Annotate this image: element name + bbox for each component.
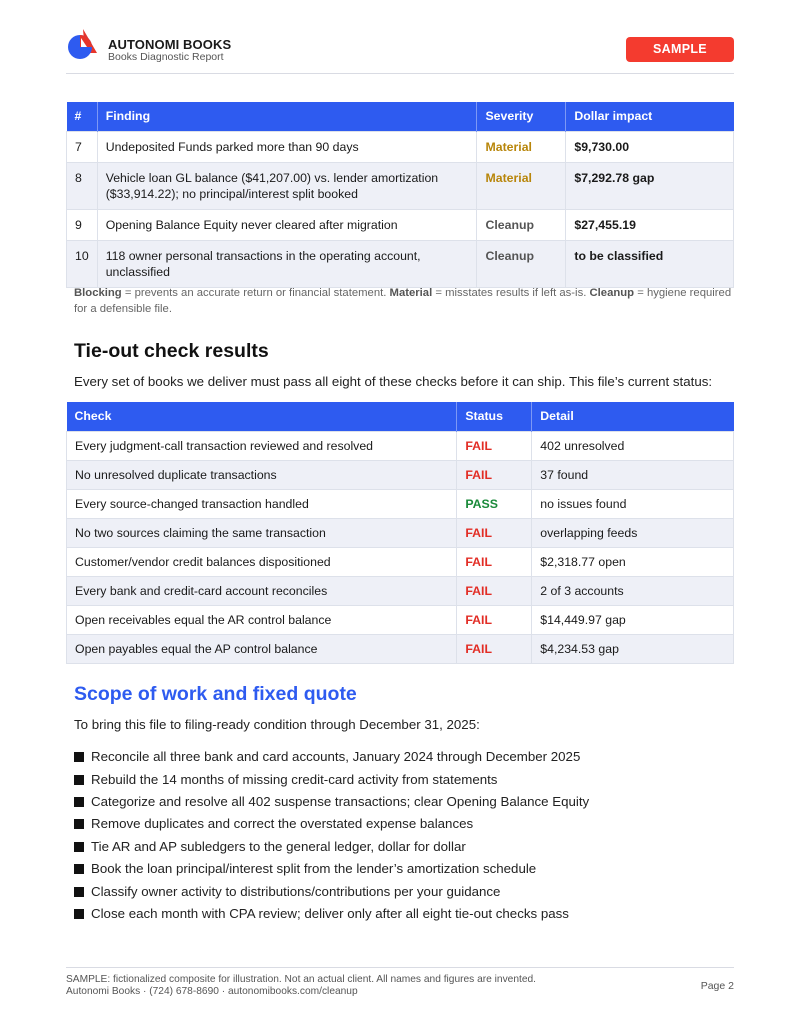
- check-status: FAIL: [457, 547, 532, 576]
- scope-item-text: Tie AR and AP subledgers to the general ledger, dollar for dollar: [91, 838, 466, 854]
- check-detail: 402 unresolved: [532, 431, 734, 460]
- list-item: [74, 903, 589, 925]
- table-row: [67, 431, 734, 460]
- severity-legend: [74, 285, 734, 317]
- list-item: [74, 858, 589, 880]
- finding-num: 7: [67, 131, 98, 162]
- legend-cleanup-term: Cleanup: [589, 287, 635, 299]
- square-bullet-icon: [74, 864, 84, 874]
- table-row: [67, 162, 734, 209]
- list-item: [74, 836, 589, 858]
- check-detail: 37 found: [532, 460, 734, 489]
- finding-num: 10: [67, 240, 98, 287]
- check-detail: $2,318.77 open: [532, 547, 734, 576]
- table-row: [67, 576, 734, 605]
- check-name: Open payables equal the AP control balance: [67, 634, 457, 663]
- findings-header-row: [67, 102, 734, 131]
- findings-table: [66, 102, 734, 288]
- check-status: FAIL: [457, 634, 532, 663]
- list-item: [74, 813, 589, 835]
- check-name: Open receivables equal the AR control balance: [67, 605, 457, 634]
- check-status: FAIL: [457, 576, 532, 605]
- finding-severity: Material: [477, 162, 566, 209]
- table-row: [67, 634, 734, 663]
- check-name: Every bank and credit-card account reconciles: [67, 576, 457, 605]
- check-name: Customer/vendor credit balances dispositioned: [67, 547, 457, 576]
- scope-item-text: Categorize and resolve all 402 suspense transactions; clear Opening Balance Equity: [91, 793, 590, 809]
- brand-name: AUTONOMI BOOKS: [108, 37, 232, 52]
- finding-severity: Material: [477, 131, 566, 162]
- findings-col-num: #: [67, 102, 98, 131]
- table-row: [67, 605, 734, 634]
- square-bullet-icon: [74, 752, 84, 762]
- scope-item-text: Reconcile all three bank and card accounts, January 2024 through December 2025: [91, 749, 581, 765]
- square-bullet-icon: [74, 842, 84, 852]
- legend-blocking-term: Blocking: [74, 287, 122, 299]
- findings-col-severity: Severity: [477, 102, 566, 131]
- finding-severity: Cleanup: [477, 240, 566, 287]
- legend-cleanup-text: = hygiene required for a defensible file.: [74, 287, 732, 315]
- check-detail: no issues found: [532, 489, 734, 518]
- finding-num: 9: [67, 209, 98, 240]
- scope-item-text: Book the loan principal/interest split from the lender’s amortization schedule: [91, 861, 537, 877]
- report-header: [66, 27, 734, 74]
- square-bullet-icon: [74, 887, 84, 897]
- finding-impact: $7,292.78 gap: [566, 162, 734, 209]
- check-name: Every source-changed transaction handled: [67, 489, 457, 518]
- check-status: PASS: [457, 489, 532, 518]
- square-bullet-icon: [74, 819, 84, 829]
- list-item: [74, 768, 589, 790]
- check-status: FAIL: [457, 518, 532, 547]
- check-detail: overlapping feeds: [532, 518, 734, 547]
- scope-item-text: Classify owner activity to distributions/contributions per your guidance: [91, 883, 501, 899]
- legend-material-text: = misstates results if left as-is.: [432, 287, 590, 299]
- check-detail: 2 of 3 accounts: [532, 576, 734, 605]
- tieout-table: [66, 402, 734, 664]
- list-item: [74, 746, 589, 768]
- finding-impact: $27,455.19: [566, 209, 734, 240]
- footer-disclaimer: SAMPLE: fictionalized composite for illustration. Not an actual client. All names and figures are invented.: [66, 974, 536, 985]
- legend-material-term: Material: [389, 287, 433, 299]
- square-bullet-icon: [74, 909, 84, 919]
- scope-list: [74, 746, 589, 925]
- scope-intro: To bring this file to filing-ready condition through December 31, 2025:: [74, 717, 480, 732]
- check-name: No two sources claiming the same transaction: [67, 518, 457, 547]
- check-status: FAIL: [457, 431, 532, 460]
- list-item: [74, 791, 589, 813]
- square-bullet-icon: [74, 775, 84, 785]
- table-row: [67, 209, 734, 240]
- table-row: [67, 518, 734, 547]
- legend-blocking-text: = prevents an accurate return or financial statement.: [121, 287, 390, 299]
- finding-text: Undeposited Funds parked more than 90 days: [97, 131, 477, 162]
- scope-item-text: Rebuild the 14 months of missing credit-card activity from statements: [91, 771, 498, 787]
- footer-contact: Autonomi Books · (724) 678-8690 · autonomibooks.com/cleanup: [66, 986, 358, 997]
- findings-col-finding: Finding: [97, 102, 477, 131]
- tieout-heading: Tie-out check results: [74, 340, 269, 362]
- finding-num: 8: [67, 162, 98, 209]
- tieout-col-check: Check: [67, 402, 457, 431]
- table-row: [67, 547, 734, 576]
- square-bullet-icon: [74, 797, 84, 807]
- tieout-intro: Every set of books we deliver must pass all eight of these checks before it can ship. This file’s current status:: [74, 374, 713, 389]
- scope-item-text: Close each month with CPA review; deliver only after all eight tie-out checks pass: [91, 905, 569, 921]
- check-name: No unresolved duplicate transactions: [67, 460, 457, 489]
- finding-text: Vehicle loan GL balance ($41,207.00) vs. lender amortization ($33,914.22); no principal/interest split booked: [97, 162, 477, 209]
- scope-item-text: Remove duplicates and correct the overstated expense balances: [91, 816, 474, 832]
- table-row: [67, 240, 734, 287]
- check-detail: $4,234.53 gap: [532, 634, 734, 663]
- check-status: FAIL: [457, 460, 532, 489]
- finding-impact: $9,730.00: [566, 131, 734, 162]
- finding-severity: Cleanup: [477, 209, 566, 240]
- check-status: FAIL: [457, 605, 532, 634]
- sample-badge: SAMPLE: [626, 37, 734, 62]
- tieout-header-row: [67, 402, 734, 431]
- autonomi-logo-icon: [66, 27, 100, 61]
- list-item: [74, 880, 589, 902]
- table-row: [67, 131, 734, 162]
- brand-block: [108, 38, 231, 63]
- scope-heading: Scope of work and fixed quote: [74, 683, 357, 705]
- brand-subtitle: Books Diagnostic Report: [108, 51, 224, 63]
- tieout-col-status: Status: [457, 402, 532, 431]
- check-name: Every judgment-call transaction reviewed and resolved: [67, 431, 457, 460]
- check-detail: $14,449.97 gap: [532, 605, 734, 634]
- findings-col-impact: Dollar impact: [566, 102, 734, 131]
- tieout-col-detail: Detail: [532, 402, 734, 431]
- table-row: [67, 489, 734, 518]
- finding-impact: to be classified: [566, 240, 734, 287]
- page-footer: [66, 967, 734, 998]
- page-number: Page 2: [700, 980, 734, 992]
- table-row: [67, 460, 734, 489]
- finding-text: Opening Balance Equity never cleared after migration: [97, 209, 477, 240]
- finding-text: 118 owner personal transactions in the operating account, unclassified: [97, 240, 477, 287]
